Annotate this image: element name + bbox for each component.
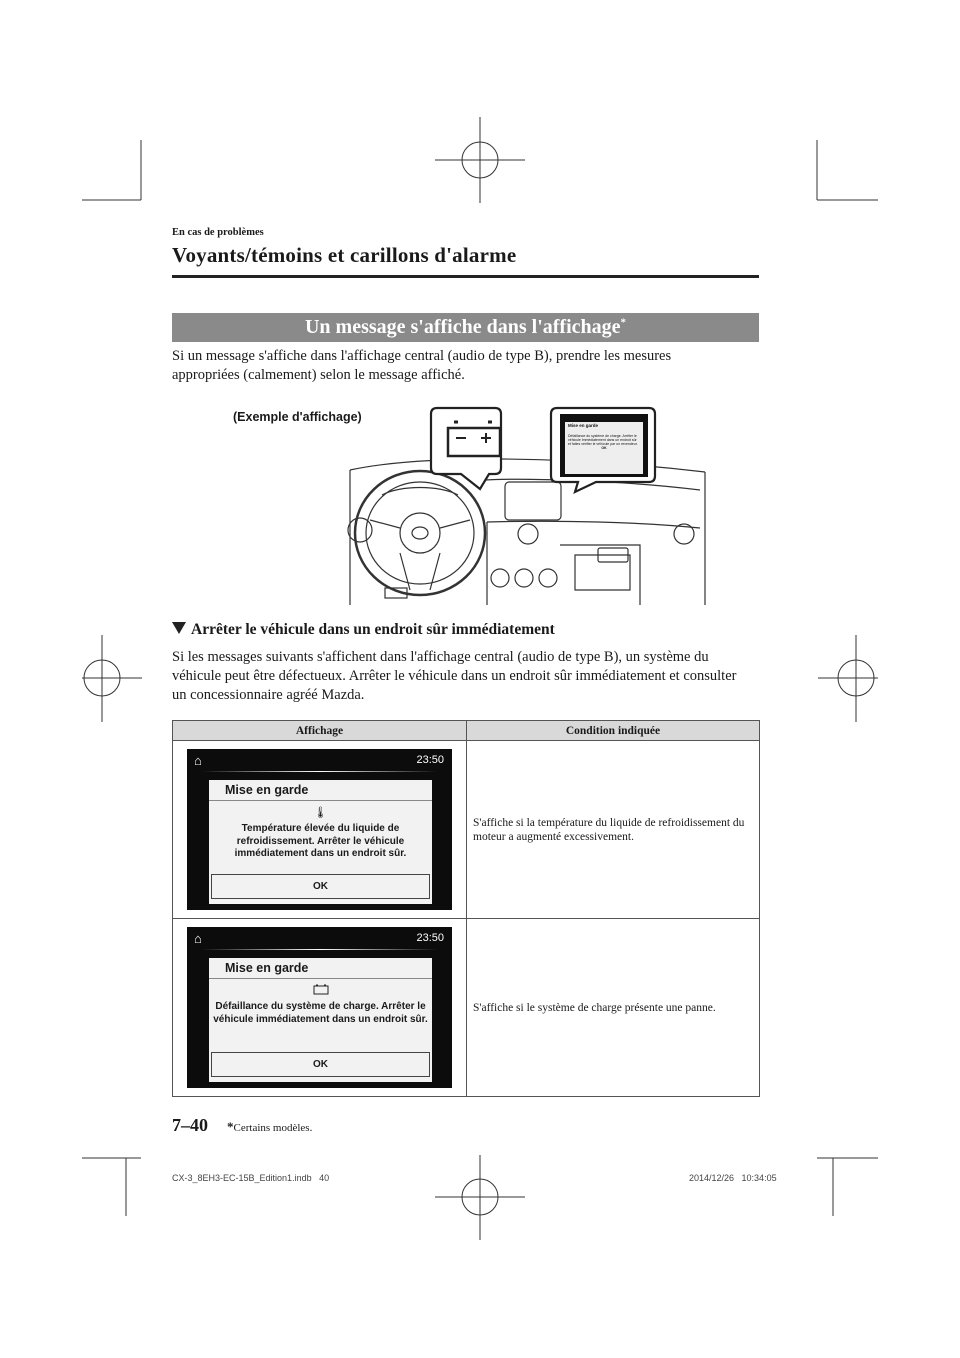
- dialog-message: Défaillance du système de charge. Arrêter le véhicule immédiatement dans un endroit sûr.: [213, 1001, 428, 1025]
- mini-screen-text: [568, 424, 640, 450]
- illustration-caption: (Exemple d'affichage): [233, 410, 362, 424]
- warning-dialog: [209, 958, 432, 1082]
- print-file-info: CX-3_8EH3-EC-15B_Edition1.indb 40: [172, 1173, 330, 1183]
- subsection-heading: [172, 621, 555, 639]
- section-banner: [172, 313, 759, 342]
- banner-title: Un message s'affiche dans l'affichage: [304, 316, 621, 338]
- table-row: [173, 741, 760, 919]
- display-cell: [173, 919, 467, 1097]
- warning-dialog: [209, 780, 432, 904]
- title-rule: [172, 275, 759, 278]
- battery-icon: [209, 984, 432, 998]
- mini-screen-title: Mise en garde: [568, 423, 599, 428]
- screen-callout: [551, 408, 655, 492]
- page-title: Voyants/témoins et carillons d'alarme: [172, 243, 517, 267]
- divider: [201, 771, 438, 772]
- display-screen: [187, 749, 452, 910]
- message-table: [172, 720, 760, 1097]
- header-condition: Condition indiquée: [467, 721, 760, 741]
- table-header-row: [173, 721, 760, 741]
- intro-paragraph: Si un message s'affiche dans l'affichage central (audio de type B), prendre les mesures appropriées (calmement) selon le message affiché.: [172, 348, 672, 383]
- coolant-temperature-icon: 🌡: [313, 807, 328, 819]
- mini-screen-message: Défaillance du système de charge. Arrêter le véhicule immédiatement dans un endroit sûr et faites vérifier le véhicule par un revendeur.: [568, 434, 638, 446]
- clock: 23:50: [416, 932, 444, 944]
- footnote: [227, 1119, 312, 1135]
- ok-button[interactable]: OK: [211, 874, 430, 899]
- condition-cell: S'affiche si la température du liquide de refroidissement du moteur a augmenté excessivement.: [467, 741, 760, 919]
- home-icon: ⌂: [194, 931, 202, 946]
- dialog-message: Température élevée du liquide de refroidissement. Arrêter le véhicule immédiatement dans un endroit sûr.: [234, 823, 407, 859]
- banner-asterisk: *: [620, 316, 627, 329]
- home-icon: ⌂: [194, 753, 202, 768]
- display-screen: [187, 927, 452, 1088]
- mini-screen-ok: OK: [601, 446, 607, 450]
- display-cell: [173, 741, 467, 919]
- ok-button[interactable]: OK: [211, 1052, 430, 1077]
- divider: [201, 949, 438, 950]
- footnote-text: Certains modèles.: [233, 1122, 313, 1134]
- dialog-title: Mise en garde: [209, 780, 432, 801]
- page-number: 7–40: [172, 1115, 208, 1135]
- clock: 23:50: [416, 754, 444, 766]
- section-label: En cas de problèmes: [172, 227, 264, 238]
- dialog-title: Mise en garde: [209, 958, 432, 979]
- triangle-bullet-icon: [172, 622, 186, 634]
- print-timestamp: 2014/12/26 10:34:05: [689, 1173, 777, 1183]
- footnote-mark: *: [227, 1119, 234, 1134]
- condition-cell: S'affiche si le système de charge présente une panne.: [467, 919, 760, 1097]
- subsection-paragraph: Si les messages suivants s'affichent dans l'affichage central (audio de type B), un système du véhicule peut être défectueux. Arrêter le véhicule dans un endroit sûr immédiatement et consulter un concessionnaire agréé Mazda.: [172, 649, 737, 703]
- subsection-title: Arrêter le véhicule dans un endroit sûr immédiatement: [191, 621, 555, 638]
- table-row: [173, 919, 760, 1097]
- battery-callout: [431, 408, 501, 489]
- header-affichage: Affichage: [173, 721, 467, 741]
